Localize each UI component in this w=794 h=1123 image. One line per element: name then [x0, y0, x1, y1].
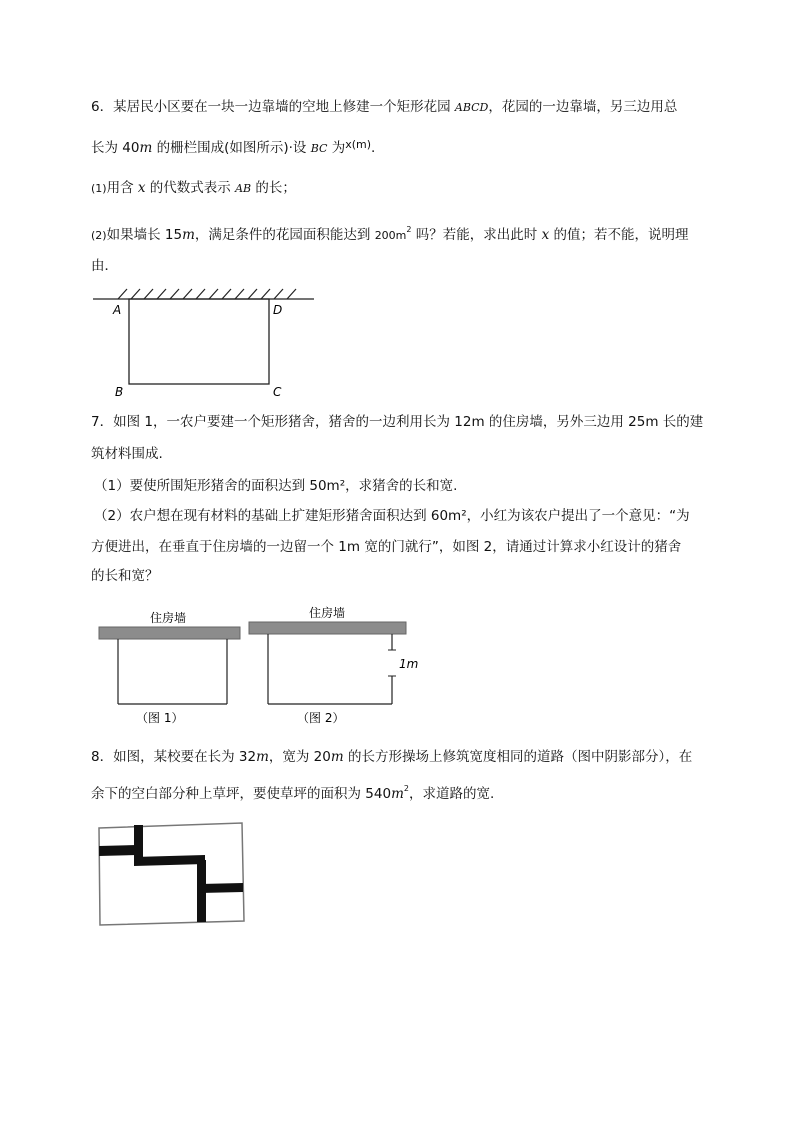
q6-text: 长为 40	[91, 140, 140, 156]
q6-var: x	[541, 227, 550, 243]
q6-subnum: (2)	[91, 229, 107, 242]
q6-text: 6．某居民小区要在一块一边靠墙的空地上修建一个矩形花园	[91, 99, 455, 115]
q6-text: 的代数式表示	[145, 180, 236, 196]
q8-text: 的长方形操场上修筑宽度相同的道路（图中阴影部分），在	[343, 749, 693, 765]
garden-rect	[129, 299, 269, 384]
q6-sq: 2	[406, 225, 412, 234]
fig2-door-label: 1m	[399, 657, 419, 671]
q6-abcd: ABCD	[454, 101, 489, 114]
label-B: B	[115, 385, 124, 399]
hatched-wall	[93, 289, 314, 299]
q7-line-2: 筑材料围成.	[91, 446, 163, 462]
label-C: C	[273, 385, 282, 399]
q6-text: 如果墙长 15	[106, 227, 183, 243]
q6-text: ，花园的一边靠墙，另三边用总	[488, 99, 678, 115]
q6-text: 的值；若不能，说明理	[549, 227, 689, 243]
fig1-wall-label: 住房墙	[150, 611, 187, 625]
playground-outline	[99, 823, 244, 925]
q8-text: 8．如图，某校要在长为 32	[91, 749, 257, 765]
q8-line-2	[91, 784, 494, 806]
q7-line-1: 7．如图 1，一农户要建一个矩形猪舍，猪舍的一边利用长为 12m 的住房墙，另外三边用 25m 长的建	[91, 414, 704, 430]
q6-unit: m	[182, 227, 195, 243]
q6-line-1	[91, 97, 677, 118]
q6-var: x	[137, 180, 146, 196]
q6-text: 吗？若能，求出此时	[411, 227, 542, 243]
fig2-caption: （图 2）	[297, 711, 345, 725]
q6-text: 用含	[106, 180, 138, 196]
q6-area: 200m	[374, 229, 407, 242]
fig2-wall	[249, 622, 406, 634]
q8-unit: m	[330, 749, 344, 765]
label-D: D	[273, 303, 283, 317]
road-shading	[99, 825, 243, 922]
q6-subnum: (1)	[91, 182, 107, 195]
q6-text: 的长；	[251, 180, 296, 196]
q7-line-6: 的长和宽？	[91, 568, 159, 584]
q6-unit: m	[139, 140, 153, 156]
fig1-wall	[99, 627, 240, 639]
q6-line-5: 由．	[91, 258, 118, 274]
q6-ab: AB	[235, 182, 252, 195]
q8-text: ，宽为 20	[268, 749, 331, 765]
q7-line-4: （2）农户想在现有材料的基础上扩建矩形猪舍面积达到 60m²，小红为该农户提出了一个意见：“为	[94, 508, 690, 524]
label-A: A	[113, 303, 122, 317]
q8-text: ，求道路的宽.	[408, 786, 495, 802]
fig1-caption: （图 1）	[136, 711, 184, 725]
q6-line-3	[91, 178, 296, 199]
q8-unit: m	[256, 749, 269, 765]
q6-text: 的栅栏围成(如图所示)·设	[152, 140, 311, 156]
q6-line-4	[91, 225, 689, 247]
q6-line-2	[91, 138, 375, 159]
q6-text: .	[371, 140, 376, 156]
q6-bc: BC	[310, 142, 328, 155]
q8-text: 余下的空白部分种上草坪，要使草坪的面积为 540	[91, 786, 392, 802]
q7-line-3: （1）要使所围矩形猪舍的面积达到 50m²，求猪舍的长和宽.	[94, 478, 458, 494]
q6-text: ，满足条件的花园面积能达到	[194, 227, 375, 243]
q6-text: 为	[327, 140, 346, 156]
q6-xm: x(m)	[345, 138, 372, 151]
q8-unit: m	[391, 786, 404, 802]
q8-sq: 2	[403, 784, 409, 793]
q8-line-1	[91, 747, 692, 767]
fig2-wall-label: 住房墙	[309, 606, 346, 620]
q7-line-5: 方便进出，在垂直于住房墙的一边留一个 1m 宽的门就行”，如图 2，请通过计算求小红设计的猪舍	[91, 539, 682, 555]
